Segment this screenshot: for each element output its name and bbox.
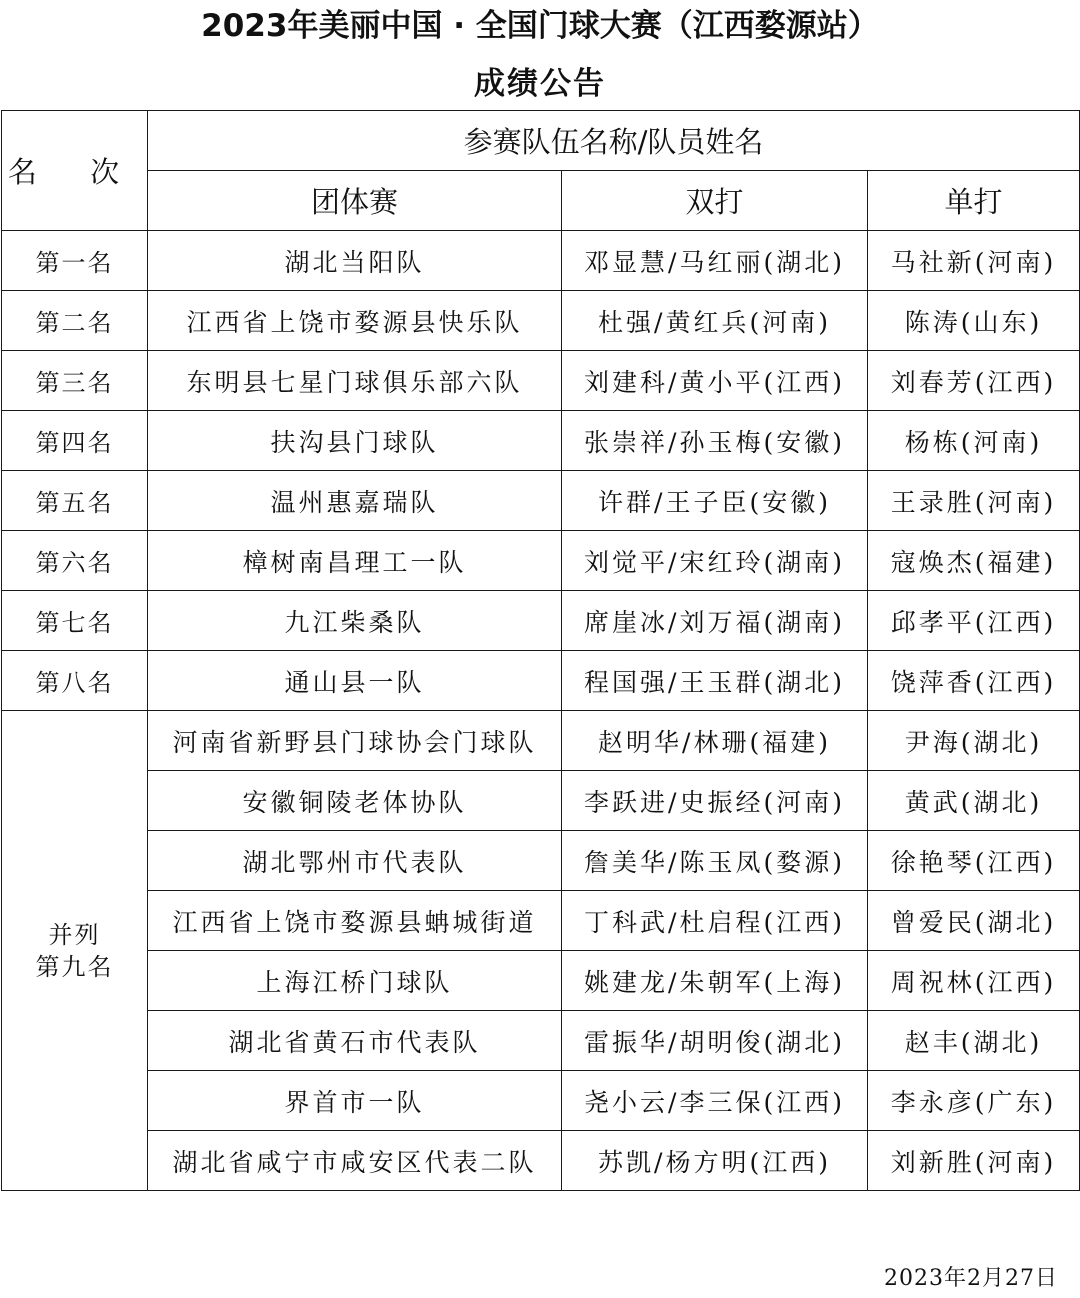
singles-cell: 曾爱民(湖北)	[868, 891, 1080, 951]
table-row	[2, 351, 1080, 411]
singles-cell: 尹海(湖北)	[868, 711, 1080, 771]
table-row	[2, 651, 1080, 711]
team-cell: 通山县一队	[148, 651, 562, 711]
team-column-header: 团体赛	[148, 171, 562, 231]
doubles-cell: 张崇祥/孙玉梅(安徽)	[562, 411, 868, 471]
doubles-cell: 杜强/黄红兵(河南)	[562, 291, 868, 351]
table-row	[2, 231, 1080, 291]
singles-cell: 马社新(河南)	[868, 231, 1080, 291]
doubles-cell: 刘觉平/宋红玲(湖南)	[562, 531, 868, 591]
doubles-cell: 詹美华/陈玉凤(婺源)	[562, 831, 868, 891]
results-table	[1, 110, 1080, 1191]
table-row	[2, 711, 1080, 771]
singles-cell: 杨栋(河南)	[868, 411, 1080, 471]
team-cell: 湖北省咸宁市咸安区代表二队	[148, 1131, 562, 1191]
doubles-cell: 尧小云/李三保(江西)	[562, 1071, 868, 1131]
doubles-cell: 雷振华/胡明俊(湖北)	[562, 1011, 868, 1071]
announcement-date: 2023年2月27日	[884, 1266, 1058, 1291]
rank-cell: 第七名	[2, 591, 148, 651]
doubles-cell: 邓显慧/马红丽(湖北)	[562, 231, 868, 291]
rank-cell: 第一名	[2, 231, 148, 291]
singles-cell: 寇焕杰(福建)	[868, 531, 1080, 591]
doubles-cell: 程国强/王玉群(湖北)	[562, 651, 868, 711]
page-title: 2023年美丽中国 · 全国门球大赛（江西婺源站）	[201, 8, 879, 44]
team-cell: 九江柴桑队	[148, 591, 562, 651]
singles-cell: 饶萍香(江西)	[868, 651, 1080, 711]
team-cell: 温州惠嘉瑞队	[148, 471, 562, 531]
table-row	[2, 531, 1080, 591]
table-row	[2, 411, 1080, 471]
doubles-cell: 李跃进/史振经(河南)	[562, 771, 868, 831]
singles-column-header: 单打	[868, 171, 1080, 231]
team-cell: 湖北省黄石市代表队	[148, 1011, 562, 1071]
team-cell: 江西省上饶市婺源县快乐队	[148, 291, 562, 351]
tie-rank-cell	[2, 711, 148, 1191]
tie-rank-line1: 并列	[48, 920, 101, 949]
singles-cell: 邱孝平(江西)	[868, 591, 1080, 651]
team-cell: 江西省上饶市婺源县蚺城街道	[148, 891, 562, 951]
singles-cell: 周祝林(江西)	[868, 951, 1080, 1011]
tie-rank-line2: 第九名	[35, 952, 114, 981]
doubles-cell: 苏凯/杨方明(江西)	[562, 1131, 868, 1191]
page-subtitle: 成绩公告	[474, 66, 606, 102]
doubles-cell: 赵明华/林珊(福建)	[562, 711, 868, 771]
table-row	[2, 291, 1080, 351]
table-row	[2, 831, 1080, 891]
rank-cell: 第三名	[2, 351, 148, 411]
doubles-cell: 许群/王子臣(安徽)	[562, 471, 868, 531]
doubles-cell: 姚建龙/朱朝军(上海)	[562, 951, 868, 1011]
team-cell: 扶沟县门球队	[148, 411, 562, 471]
singles-cell: 刘新胜(河南)	[868, 1131, 1080, 1191]
table-row	[2, 951, 1080, 1011]
doubles-column-header: 双打	[562, 171, 868, 231]
table-row	[2, 1071, 1080, 1131]
team-cell: 樟树南昌理工一队	[148, 531, 562, 591]
group-header: 参赛队伍名称/队员姓名	[148, 111, 1080, 171]
singles-cell: 陈涛(山东)	[868, 291, 1080, 351]
table-row	[2, 771, 1080, 831]
singles-cell: 赵丰(湖北)	[868, 1011, 1080, 1071]
table-row	[2, 471, 1080, 531]
rank-cell: 第六名	[2, 531, 148, 591]
subheader-row	[2, 171, 1080, 231]
singles-cell: 王录胜(河南)	[868, 471, 1080, 531]
doubles-cell: 丁科武/杜启程(江西)	[562, 891, 868, 951]
table-row	[2, 1011, 1080, 1071]
doubles-cell: 席崖冰/刘万福(湖南)	[562, 591, 868, 651]
doubles-cell: 刘建科/黄小平(江西)	[562, 351, 868, 411]
header-row	[2, 111, 1080, 171]
rank-cell: 第四名	[2, 411, 148, 471]
rank-cell: 第八名	[2, 651, 148, 711]
team-cell: 河南省新野县门球协会门球队	[148, 711, 562, 771]
table-row	[2, 1131, 1080, 1191]
team-cell: 湖北鄂州市代表队	[148, 831, 562, 891]
table-row	[2, 591, 1080, 651]
singles-cell: 李永彦(广东)	[868, 1071, 1080, 1131]
singles-cell: 黄武(湖北)	[868, 771, 1080, 831]
rank-cell: 第二名	[2, 291, 148, 351]
rank-header: 名 次	[2, 111, 148, 231]
team-cell: 界首市一队	[148, 1071, 562, 1131]
singles-cell: 徐艳琴(江西)	[868, 831, 1080, 891]
team-cell: 东明县七星门球俱乐部六队	[148, 351, 562, 411]
table-row	[2, 891, 1080, 951]
rank-cell: 第五名	[2, 471, 148, 531]
team-cell: 安徽铜陵老体协队	[148, 771, 562, 831]
singles-cell: 刘春芳(江西)	[868, 351, 1080, 411]
team-cell: 湖北当阳队	[148, 231, 562, 291]
team-cell: 上海江桥门球队	[148, 951, 562, 1011]
